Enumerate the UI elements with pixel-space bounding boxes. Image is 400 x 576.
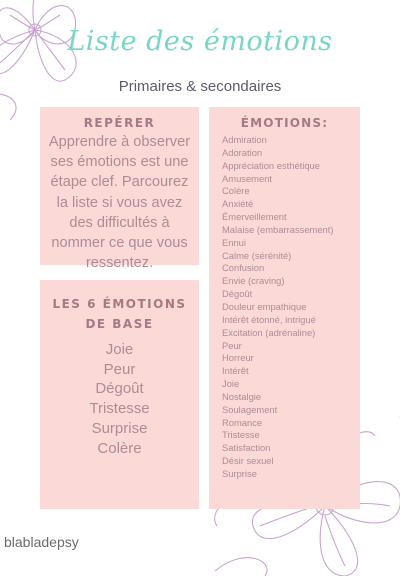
reperer-card xyxy=(40,107,199,272)
list-item: Adoration xyxy=(222,146,263,158)
list-item: Douleur empathique xyxy=(222,300,307,312)
reperer-heading: REPÉRER xyxy=(83,116,156,130)
list-item: Peur xyxy=(222,339,242,351)
list-item: Amusement xyxy=(222,172,273,184)
list-item: Horreur xyxy=(222,352,254,364)
list-item: Joie xyxy=(105,341,134,358)
list-item: Colère xyxy=(97,439,142,457)
emotions-card xyxy=(209,107,360,509)
list-item: Tristesse xyxy=(89,400,150,418)
list-item: Dégoût xyxy=(222,288,253,300)
list-item: Calme (sérénité) xyxy=(222,249,292,261)
list-item: Dégoût xyxy=(95,380,144,398)
list-item: Tristesse xyxy=(222,429,260,441)
list-item: Confusion xyxy=(222,262,265,274)
list-item: Surprise xyxy=(222,467,257,479)
emotions-list xyxy=(222,134,360,481)
list-item: Anxiété xyxy=(222,198,254,210)
list-item: Colère xyxy=(222,185,250,197)
list-item: Intérêt étonné, intrigué xyxy=(222,313,316,325)
list-item: Satisfaction xyxy=(222,442,271,454)
list-item: Intérêt xyxy=(222,365,249,377)
page-subtitle: Primaires & secondaires xyxy=(118,78,282,95)
list-item: Envie (craving) xyxy=(222,275,285,287)
list-item: Ennui xyxy=(222,236,246,248)
list-item: Peur xyxy=(103,360,136,378)
list-item: Excitation (adrénaline) xyxy=(222,326,316,338)
list-item: Admiration xyxy=(222,134,267,145)
list-item: Romance xyxy=(222,416,263,428)
list-item: Émerveillement xyxy=(222,211,287,223)
basic-emotions-card xyxy=(40,280,199,509)
basic-emotions-heading: LES 6 ÉMOTIONS DE BASE xyxy=(52,297,187,331)
reperer-text: Apprendre à observer ses émotions est une étape clef. Parcourez la liste si vous avez des difficultés à nommer ce que vous ressentez. xyxy=(48,134,191,272)
list-item: Nostalgie xyxy=(222,390,262,402)
list-item: Désir sexuel xyxy=(222,455,274,467)
list-item: Joie xyxy=(222,378,240,390)
list-item: Appréciation esthétique xyxy=(222,159,320,171)
list-item: Soulagement xyxy=(222,403,278,415)
page-title: Liste des émotions xyxy=(67,26,333,57)
emotions-heading: ÉMOTIONS: xyxy=(240,116,329,130)
list-item: Surprise xyxy=(91,419,148,437)
list-item: Malaise (embarrassement) xyxy=(222,223,334,235)
basic-emotions-list xyxy=(40,340,199,458)
brand-name: blabladepsy xyxy=(4,534,79,550)
